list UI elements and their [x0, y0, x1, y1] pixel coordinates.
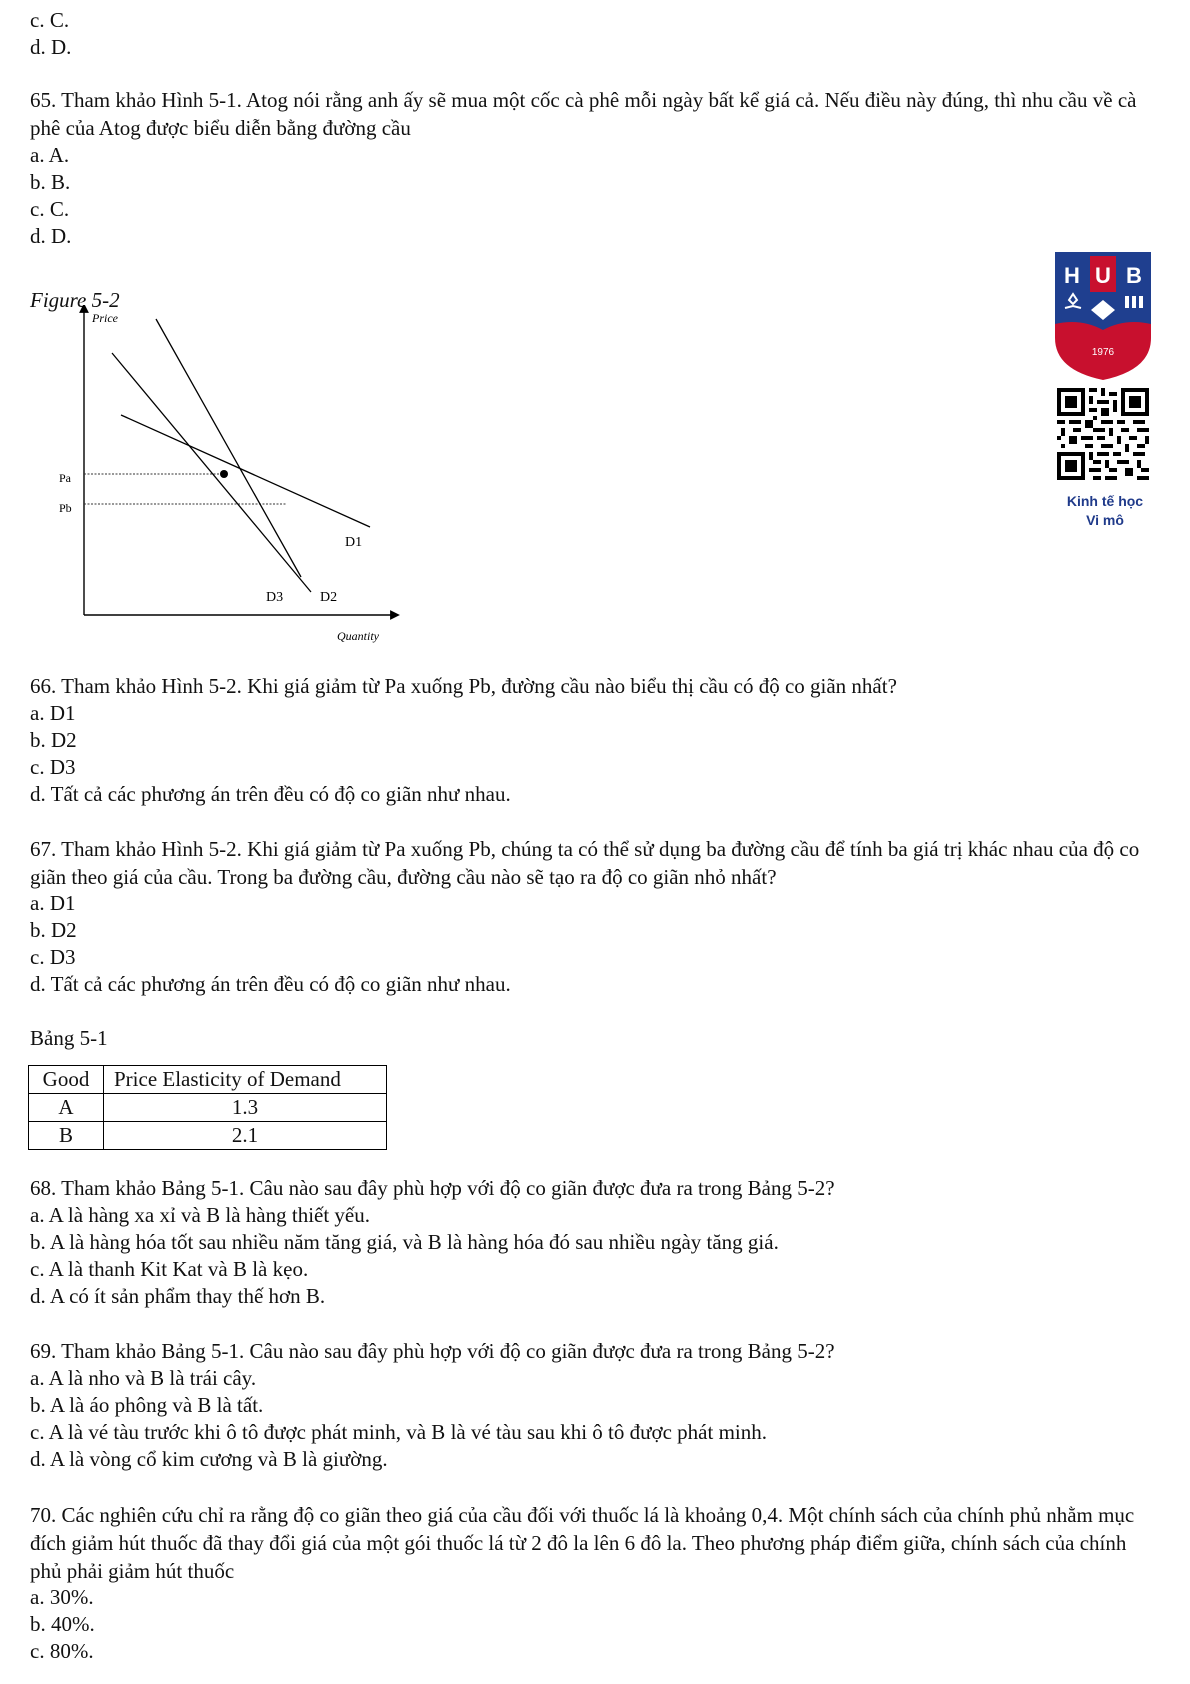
option-line: b. D2 [30, 728, 77, 752]
hub-logo [1055, 252, 1151, 380]
table-row [29, 1094, 387, 1122]
pb-tick-label: Pb [59, 501, 72, 515]
question-68-text: 68. Tham khảo Bảng 5-1. Câu nào sau đây phù hợp với độ co giãn được đưa ra trong Bảng 5-2? [30, 1176, 835, 1200]
option-line: c. A là thanh Kit Kat và B là kẹo. [30, 1257, 309, 1281]
demand-chart [55, 305, 405, 645]
option-line: d. D. [30, 35, 72, 59]
option-line: d. Tất cả các phương án trên đều có độ co giãn như nhau. [30, 782, 511, 806]
option-line: b. A là hàng hóa tốt sau nhiều năm tăng giá, và B là hàng hóa đó sau nhiều ngày tăng giá. [30, 1230, 779, 1254]
option-line: a. A. [30, 143, 70, 167]
logo-letter-h: H [1064, 263, 1080, 288]
option-line: c. A là vé tàu trước khi ô tô được phát minh, và B là vé tàu sau khi ô tô được phát minh. [30, 1420, 767, 1444]
curve-label-d2: D2 [320, 590, 338, 605]
y-axis-label: Price [92, 311, 118, 325]
question-70-text: 70. Các nghiên cứu chỉ ra rằng độ co giãn theo giá của cầu đối với thuốc lá là khoảng 0,4. Một chính sách của chính phủ nhằm mục đích giảm hút thuốc đã thay đổi giá của một gói thuốc lá từ 2 đô la lên 6 đô la. Theo phương pháp điểm giữa, chính sách của chính phủ phải giảm hút thuốc [30, 1503, 1135, 1583]
table-header-row [29, 1066, 387, 1094]
elasticity-table [28, 1065, 387, 1150]
option-line: c. C. [30, 8, 70, 32]
option-line: c. D3 [30, 755, 76, 779]
intersection-point [220, 470, 228, 478]
curve-label-d3: D3 [266, 590, 284, 605]
option-line: a. D1 [30, 701, 76, 725]
option-line: b. A là áo phông và B là tất. [30, 1393, 264, 1417]
table-row [29, 1122, 387, 1150]
logo-caption-2: Vi mô [1086, 512, 1124, 528]
option-line: c. 80%. [30, 1639, 94, 1663]
question-66-text: 66. Tham khảo Hình 5-2. Khi giá giảm từ Pa xuống Pb, đường cầu nào biểu thị cầu có độ co giãn nhất? [30, 674, 897, 698]
curve-label-d1: D1 [345, 535, 363, 550]
question-65-text: 65. Tham khảo Hình 5-1. Atog nói rằng anh ấy sẽ mua một cốc cà phê mỗi ngày bất kể giá cả. Nếu điều này đúng, thì nhu cầu về cà phê của Atog được biểu diễn bằng đường cầu [30, 88, 1137, 140]
table-caption: Bảng 5-1 [30, 1026, 108, 1050]
qr-code-icon [1057, 388, 1149, 480]
option-line: d. A có ít sản phẩm thay thế hơn B. [30, 1284, 326, 1308]
logo-caption-1: Kinh tế học [1066, 493, 1144, 509]
figure-title: Figure 5-2 [30, 288, 120, 312]
table-cell: 2.1 [104, 1122, 387, 1150]
option-line: a. A là hàng xa xỉ và B là hàng thiết yếu. [30, 1203, 370, 1227]
demand-curve-d1 [121, 415, 370, 527]
question-67-text: 67. Tham khảo Hình 5-2. Khi giá giảm từ Pa xuống Pb, chúng ta có thể sử dụng ba đường cầu để tính ba giá trị khác nhau của độ co giãn theo giá của cầu. Trong ba đường cầu, đường cầu nào sẽ tạo ra độ co giãn nhỏ nhất? [30, 837, 1140, 889]
option-line: d. Tất cả các phương án trên đều có độ co giãn như nhau. [30, 972, 511, 996]
logo-year: 1976 [1091, 347, 1115, 358]
demand-curve-d2 [112, 353, 311, 592]
option-line: b. B. [30, 170, 71, 194]
option-line: d. D. [30, 224, 72, 248]
option-line: b. D2 [30, 918, 77, 942]
question-69-text: 69. Tham khảo Bảng 5-1. Câu nào sau đây phù hợp với độ co giãn được đưa ra trong Bảng 5-2? [30, 1339, 835, 1363]
option-line: d. A là vòng cổ kim cương và B là giường. [30, 1447, 388, 1471]
option-line: b. 40%. [30, 1612, 95, 1636]
option-line: a. A là nho và B là trái cây. [30, 1366, 257, 1390]
table-cell: 1.3 [104, 1094, 387, 1122]
demand-curve-d3 [156, 319, 301, 577]
option-line: c. D3 [30, 945, 76, 969]
table-cell: A [29, 1094, 104, 1122]
pa-tick-label: Pa [59, 471, 71, 485]
table-header-cell: Price Elasticity of Demand [104, 1066, 387, 1094]
table-cell: B [29, 1122, 104, 1150]
logo-letter-b: B [1126, 263, 1142, 288]
option-line: c. C. [30, 197, 70, 221]
option-line: a. 30%. [30, 1585, 94, 1609]
logo-letter-u: U [1095, 263, 1111, 288]
table-header-cell: Good [29, 1066, 104, 1094]
x-axis-label: Quantity [337, 629, 379, 643]
option-line: a. D1 [30, 891, 76, 915]
